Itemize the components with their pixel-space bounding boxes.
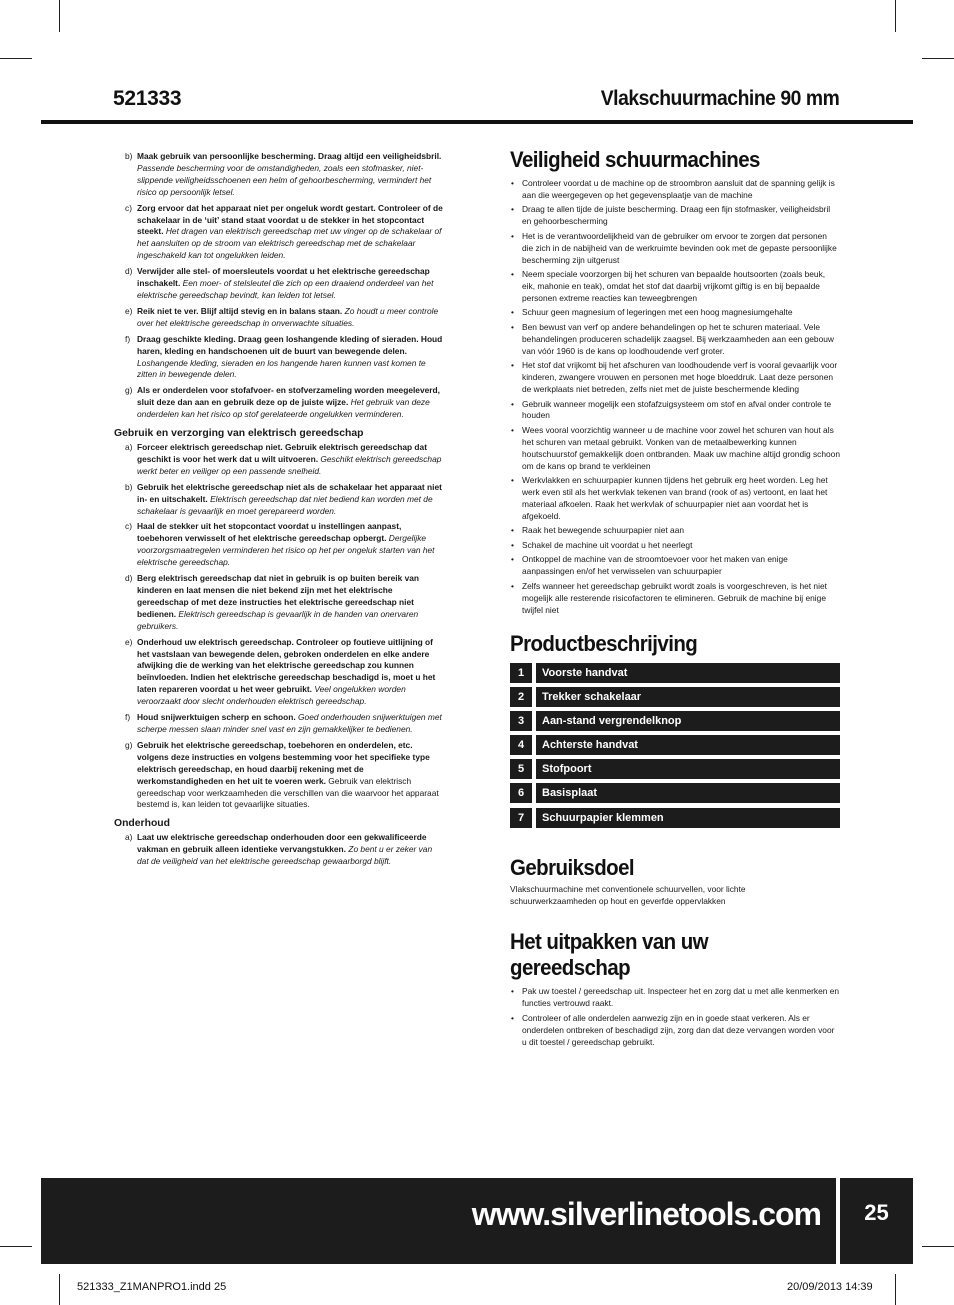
bullet-item: • Ontkoppel de machine van de stroomtoevoer voor het maken van enige aanpassingen en/of het verwisselen van schuurpapier (510, 554, 840, 578)
part-name: Basisplaat (536, 783, 840, 803)
bullet-item: • Schakel de machine uit voordat u het neerlegt (510, 540, 840, 552)
bullet-item: • Raak het bewegende schuurpapier niet aan (510, 525, 840, 537)
bullet-item: • Het is de verantwoordelijkheid van de gebruiker om ervoor te zorgen dat personen die zich in de nabijheid van de werkruimte bevinden ook met de gepaste persoonlijke bescherming zijn uitgerust (510, 231, 840, 267)
bullet-item: • Controleer of alle onderdelen aanwezig zijn en in goede staat verkeren. Als er onderdelen ontbreken of beschadigd zijn, zorg dan dat deze vervangen worden voor u dit toestel / gereedschap gebruikt. (510, 1013, 840, 1049)
item-bold-text: Maak gebruik van persoonlijke bescherming. Draag altijd een veiligheidsbril. (137, 151, 442, 161)
item-plain-text: Gebruik van elektrisch gereedschap voor werkzaamheden die verschillen van die waarvoor het apparaat bestemd is, kan leiden tot gevaarlijke situaties. (137, 775, 439, 810)
item-italic-text: Elektrisch gereedschap dat niet bediend kan worden met de schakelaar is gevaarlijk en moet gerepareerd worden. (137, 493, 433, 516)
bullet-item: • Neem speciale voorzorgen bij het schuren van bepaalde houtsoorten (zoals beuk, eik, mahonie en teak), omdat het stof dat daarbij vrijkomt giftig is en bij bepaalde personen extreme reacties kan teweegbrengen (510, 269, 840, 305)
maintenance-instructions-list (113, 832, 445, 868)
item-italic-text: Het gebruik van deze onderdelen kan het risico op stof gerelateerde ongelukken verminderen. (137, 397, 430, 420)
crop-mark (0, 1246, 32, 1247)
item-bold-text: Forceer elektrisch gereedschap niet. Gebruik elektrisch gereedschap dat geschikt is voor het werk dat u wilt uitvoeren. (137, 442, 427, 464)
item-italic-text: Het dragen van elektrisch gereedschap met uw vinger op de schakelaar of het aansluiten op de stroom van elektrisch gereedschap met de schakelaar ingeschakeld kan tot ongelukken leiden. (137, 226, 442, 261)
part-number: 1 (510, 663, 532, 683)
right-column (510, 147, 840, 1051)
item-label: a) (125, 442, 133, 453)
item-italic-text: Een moer- of stelsleutel die zich op een draaiend onderdeel van het elektrische gereedschap bevindt, kan leiden tot letsel. (137, 278, 434, 300)
part-name: Voorste handvat (536, 663, 840, 683)
part-number: 4 (510, 735, 532, 755)
bullet-item: • Wees vooral voorzichtig wanneer u de machine voor zowel het schuren van hout als het schuren van metaal gebruikt. Vonken van de metaalbewerking kunnen houtschuurstof gemakkelijk doen ontbranden. Maak uw machine altijd grondig schoon om de kans op brand te verkleinen (510, 425, 840, 473)
section-heading-unpacking-line2: gereedschap (510, 955, 631, 981)
list-item (113, 482, 445, 518)
item-bold-text: Laat uw elektrische gereedschap onderhouden door een gekwalificeerde vakman en gebruik alleen identieke vervangstukken. (137, 832, 427, 855)
bullet-item: • Het stof dat vrijkomt bij het afschuren van loodhoudende verf is vooral gevaarlijk voor kinderen, zwangere vrouwen en personen met hoge bloeddruk. Laat deze personen de werkplaats niet betreden, zelfs niet met de juiste beschermende kleding (510, 360, 840, 396)
date-slug: 20/09/2013 14:39 (787, 1281, 873, 1293)
part-row (510, 735, 840, 755)
product-code: 521333 (113, 87, 182, 110)
item-label: c) (125, 521, 132, 532)
page-number: 25 (864, 1200, 889, 1225)
bullet-item: • Draag te allen tijde de juiste bescherming. Draag een fijn stofmasker, veiligheidsbril en gehoorbescherming (510, 204, 840, 228)
section-heading-safety: Veiligheid schuurmachines (510, 147, 760, 172)
part-name: Trekker schakelaar (536, 687, 840, 707)
list-item (113, 740, 445, 811)
page-number-box (840, 1178, 913, 1264)
list-item (113, 573, 445, 633)
bullet-item: • Ben bewust van verf op andere behandelingen op het te schuren materiaal. Vele behandelingen produceren schadelijk zaagsel. Bij werkzaamheden aan een gebouw van vóór 1960 is de kans op loodhoudende verf groter. (510, 322, 840, 358)
item-bold-text: Gebruik het elektrische gereedschap niet als de schakelaar het apparaat niet in- en uitschakelt. (137, 481, 442, 504)
section-heading-product: Productbeschrijving (510, 630, 698, 656)
list-item (113, 712, 445, 736)
bullet-item: • Pak uw toestel / gereedschap uit. Inspecteer het en zorg dat u met alle kenmerken en functies vertrouwd raakt. (510, 986, 840, 1010)
list-item (113, 266, 445, 302)
crop-mark (922, 58, 954, 59)
bullet-item: • Controleer voordat u de machine op de stroombron aansluit dat de spanning gelijk is aan die weergegeven op het gegevensplaatje van de machine (510, 178, 840, 202)
section-heading-unpacking-line1: Het uitpakken van uw (510, 929, 709, 955)
item-italic-text: Passende bescherming voor de omstandigheden, zoals een stofmasker, niet-slippende veiligheidsschoenen een helm of gehoorbescherming, vermindert het risico op persoonlijk letsel. (137, 162, 432, 197)
part-row (510, 808, 840, 828)
part-row (510, 711, 840, 731)
item-bold-text: Verwijder alle stel- of moersleutels voordat u het elektrische gereedschap inschakelt. (137, 266, 430, 289)
section-heading-maintenance: Onderhoud (114, 818, 170, 830)
bullet-item: • Gebruik wanneer mogelijk een stofafzuigsysteem om stof en afval onder controle te houden (510, 399, 840, 423)
left-column (113, 151, 445, 872)
list-item (113, 832, 445, 868)
safety-bullets (510, 178, 840, 617)
section-heading-use-care: Gebruik en verzorging van elektrisch gereedschap (114, 428, 364, 440)
part-row (510, 759, 840, 779)
item-bold-text: Houd snijwerktuigen scherp en schoon. (137, 712, 296, 723)
bullet-item: • Werkvlakken en schuurpapier kunnen tijdens het gebruik erg heet worden. Leg het werk even stil als het werkvlak tekenen van brand (rook of as) vertoont, en laat het materiaal afkoelen. Raak het werkvlak of schuurpapier niet aan voordat het is afgekoeld. (510, 475, 840, 523)
part-row (510, 783, 840, 803)
item-label: d) (125, 266, 133, 277)
item-label: f) (125, 333, 131, 344)
item-italic-text: Dergelijke voorzorgsmaatregelen verminderen het risico op het per ongeluk starten van het elektrische gereedschap. (137, 533, 435, 568)
header-rule (41, 120, 913, 124)
item-label: f) (125, 712, 131, 723)
section-heading-intended-use: Gebruiksdoel (510, 854, 635, 880)
item-italic-text: Loshangende kleding, sieraden en los hangende haren kunnen vast komen te zitten in bewegende delen. (137, 357, 426, 380)
part-name: Stofpoort (536, 759, 840, 779)
item-label: a) (125, 832, 133, 843)
item-label: g) (125, 385, 133, 396)
crop-mark (59, 1274, 60, 1305)
item-bold-text: Gebruik het elektrische gereedschap, toebehoren en onderdelen, etc. volgens deze instructies en volgens bestemming voor het specifieke type elektrisch gereedschap, en houd daarbij rekening met de werkomstandigheden en het uit te voeren werk. (137, 739, 430, 786)
website-url[interactable]: www.silverlinetools.com (471, 1195, 821, 1232)
list-item (113, 306, 445, 330)
item-label: b) (125, 481, 133, 492)
item-bold-text: Zorg ervoor dat het apparaat niet per ongeluk wordt gestart. Controleer of de schakelaar in de ‘uit’ stand staat voordat u de stekker in het stopcontact steekt. (137, 202, 443, 237)
item-label: c) (125, 202, 132, 213)
safety-instructions-list (113, 151, 445, 421)
item-italic-text: Geschikt elektrisch gereedschap werkt beter en veiliger op een passende snelheid. (137, 453, 442, 476)
parts-list (510, 663, 840, 828)
item-bold-text: Berg elektrisch gereedschap dat niet in gebruik is op buiten bereik van kinderen en laat mensen die niet bekend zijn met het elektrische gereedschap of met deze instructies het elektrische gereedschap niet bedienen. (137, 573, 420, 619)
intended-use-text: Vlakschuurmachine met conventionele schuurvellen, voor lichte schuurwerkzaamheden op hout en geverfde oppervlakken (510, 883, 746, 906)
item-italic-text: Elektrisch gereedschap is gevaarlijk in de handen van onervaren gebruikers. (137, 608, 419, 631)
list-item (113, 637, 445, 708)
bullet-item: • Schuur geen magnesium of legeringen met een hoog magnesiumgehalte (510, 307, 840, 319)
crop-mark (59, 0, 60, 32)
part-name: Aan-stand vergrendelknop (536, 711, 840, 731)
crop-mark (0, 58, 32, 59)
part-name: Achterste handvat (536, 735, 840, 755)
item-label: e) (125, 305, 133, 316)
list-item (113, 442, 445, 478)
bullet-item: • Zelfs wanneer het gereedschap gebruikt wordt zoals is voorgeschreven, is het niet mogelijk alle resterende risicofactoren te elimineren. Gebruik de machine bij enige twijfel niet (510, 581, 840, 617)
part-number: 5 (510, 759, 532, 779)
item-italic-text: Zo houdt u meer controle over het elektrische gereedschap in onverwachte situaties. (137, 305, 439, 328)
crop-mark (895, 1274, 896, 1305)
file-slug: 521333_Z1MANPRO1.indd 25 (77, 1281, 227, 1293)
item-bold-text: Draag geschikte kleding. Draag geen loshangende kleding of sieraden. Houd haren, kleding en handschoenen uit de buurt van bewegende delen. (137, 333, 443, 356)
item-italic-text: Goed onderhouden snijwerktuigen met scherpe messen slaan minder snel vast en zijn gemakkelijker te bedienen. (137, 712, 442, 734)
part-row (510, 687, 840, 707)
item-italic-text: Zo bent u er zeker van dat de veiligheid van het elektrische gereedschap gewaarborgd blijft. (137, 844, 433, 867)
item-italic-text: Veel ongelukken worden veroorzaakt door slecht onderhouden elektrisch gereedschap. (137, 684, 406, 707)
item-label: e) (125, 636, 133, 647)
item-label: g) (125, 739, 133, 750)
part-number: 3 (510, 711, 532, 731)
crop-mark (895, 0, 896, 32)
part-name: Schuurpapier klemmen (536, 808, 840, 828)
page-title: Vlakschuurmachine 90 mm (600, 87, 839, 110)
item-bold-text: Haal de stekker uit het stopcontact voordat u instellingen aanpast, toebehoren verwisselt of het elektrische gereedschap opbergt. (137, 521, 402, 544)
list-item (113, 334, 445, 382)
part-row (510, 663, 840, 683)
list-item (113, 203, 445, 263)
unpacking-bullets (510, 986, 840, 1048)
list-item (113, 151, 445, 199)
use-care-instructions-list (113, 442, 445, 811)
item-label: b) (125, 151, 133, 161)
part-number: 6 (510, 783, 532, 803)
list-item (113, 521, 445, 569)
part-number: 7 (510, 808, 532, 828)
list-item (113, 385, 445, 421)
item-bold-text: Reik niet te ver. Blijf altijd stevig en in balans staan. (137, 305, 343, 316)
item-bold-text: Als er onderdelen voor stofafvoer- en stofverzameling worden meegeleverd, sluit deze dan aan en gebruik deze op de juiste wijze. (137, 385, 440, 408)
part-number: 2 (510, 687, 532, 707)
item-label: d) (125, 573, 133, 584)
crop-mark (922, 1246, 954, 1247)
item-bold-text: Onderhoud uw elektrisch gereedschap. Controleer op foutieve uitlijning of het vastslaan van bewegende delen, gebroken onderdelen en elke andere afwijking die de werking van het elektrische gereedschap zou kunnen beïnvloeden. Indien het elektrische gereedschap beschadigd is, moet u het laten repareren voordat u het weer gebruikt. (137, 636, 436, 695)
